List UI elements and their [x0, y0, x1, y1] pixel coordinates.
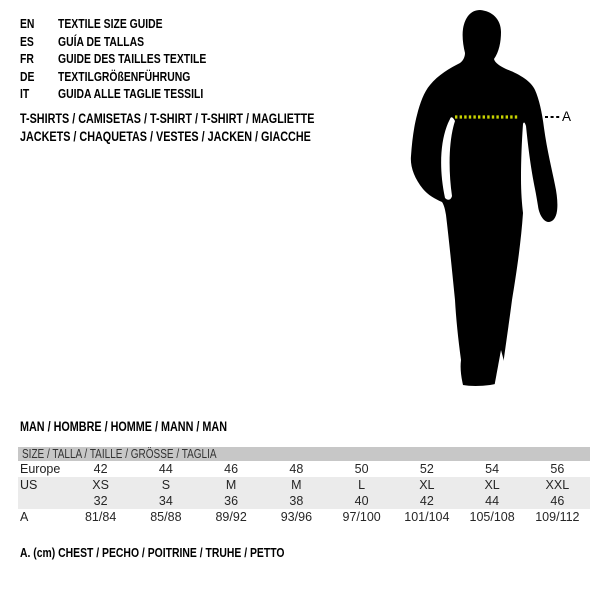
language-title-fr: GUIDE DES TAILLES TEXTILE: [58, 51, 207, 66]
language-code-it: IT: [20, 86, 30, 101]
language-title-it: GUIDA ALLE TAGLIE TESSILI: [58, 86, 204, 101]
size-row-chest-a: [18, 509, 590, 525]
man-silhouette-figure: [405, 8, 575, 398]
product-line-jackets: JACKETS / CHAQUETAS / VESTES / JACKEN / GIACCHE: [20, 128, 311, 144]
size-cell: L: [358, 478, 366, 492]
size-cell: 40: [354, 494, 369, 508]
size-cell: 48: [289, 462, 304, 476]
size-row-us-numbers: [18, 493, 590, 509]
size-cell: 101/104: [404, 510, 450, 524]
size-cell: 97/100: [342, 510, 381, 524]
language-title-de: TEXTILGRÖßENFÜHRUNG: [58, 68, 191, 84]
language-code-es: ES: [20, 33, 34, 49]
row-label-us: US: [20, 478, 38, 492]
size-table: [18, 447, 590, 525]
size-cell: S: [161, 478, 171, 492]
size-cell: 32: [93, 494, 108, 508]
product-line-tshirts: T-SHIRTS / CAMISETAS / T-SHIRT / T-SHIRT / MAGLIETTE: [20, 111, 315, 126]
size-cell: 56: [550, 462, 565, 476]
language-title-es: GUÍA DE TALLAS: [58, 33, 145, 49]
size-cell: 46: [224, 462, 239, 476]
size-cell: 34: [158, 494, 173, 508]
size-row-europe: [18, 461, 590, 477]
size-cell: 42: [93, 462, 108, 476]
size-cell: 52: [419, 462, 434, 476]
man-silhouette-svg: [405, 8, 575, 398]
size-cell: 89/92: [215, 510, 247, 524]
language-code-de: DE: [20, 68, 35, 84]
size-cell: 42: [419, 494, 434, 508]
language-title-en: TEXTILE SIZE GUIDE: [58, 16, 163, 31]
size-cell: 46: [550, 494, 565, 508]
size-cell: 85/88: [150, 510, 182, 524]
language-code-en: EN: [20, 16, 35, 31]
silhouette-path: [411, 10, 558, 386]
size-cell: 109/112: [535, 510, 580, 524]
row-label-a: A: [20, 510, 29, 524]
size-cell: XL: [419, 478, 435, 492]
size-cell: 38: [289, 494, 304, 508]
measurement-footnote: A. (cm) CHEST / PECHO / POITRINE / TRUHE / PETTO: [20, 545, 285, 560]
size-row-us-letters: [18, 477, 590, 493]
size-table-header-row: [18, 447, 590, 461]
size-cell: 105/108: [469, 510, 515, 524]
size-cell: 44: [485, 494, 500, 508]
row-label-europe: Europe: [20, 462, 61, 476]
size-cell: XXL: [545, 478, 570, 492]
product-categories: [20, 110, 388, 145]
size-cell: XS: [92, 478, 109, 492]
size-cell: 54: [485, 462, 500, 476]
size-cell: M: [225, 478, 237, 492]
size-cell: 36: [224, 494, 239, 508]
measurement-label-a: A: [562, 109, 572, 124]
size-cell: M: [291, 478, 302, 492]
size-table-header: SIZE / TALLA / TAILLE / GRÖSSE / TAGLIA: [22, 447, 217, 461]
size-cell: XL: [484, 478, 500, 492]
language-code-fr: FR: [20, 51, 34, 66]
section-title-man: MAN / HOMBRE / HOMME / MANN / MAN: [20, 419, 227, 434]
size-cell: 50: [354, 462, 369, 476]
row-label-blank: [18, 493, 68, 509]
size-cell: 81/84: [84, 510, 117, 524]
size-cell: 44: [158, 462, 173, 476]
size-cell: 93/96: [280, 510, 313, 524]
